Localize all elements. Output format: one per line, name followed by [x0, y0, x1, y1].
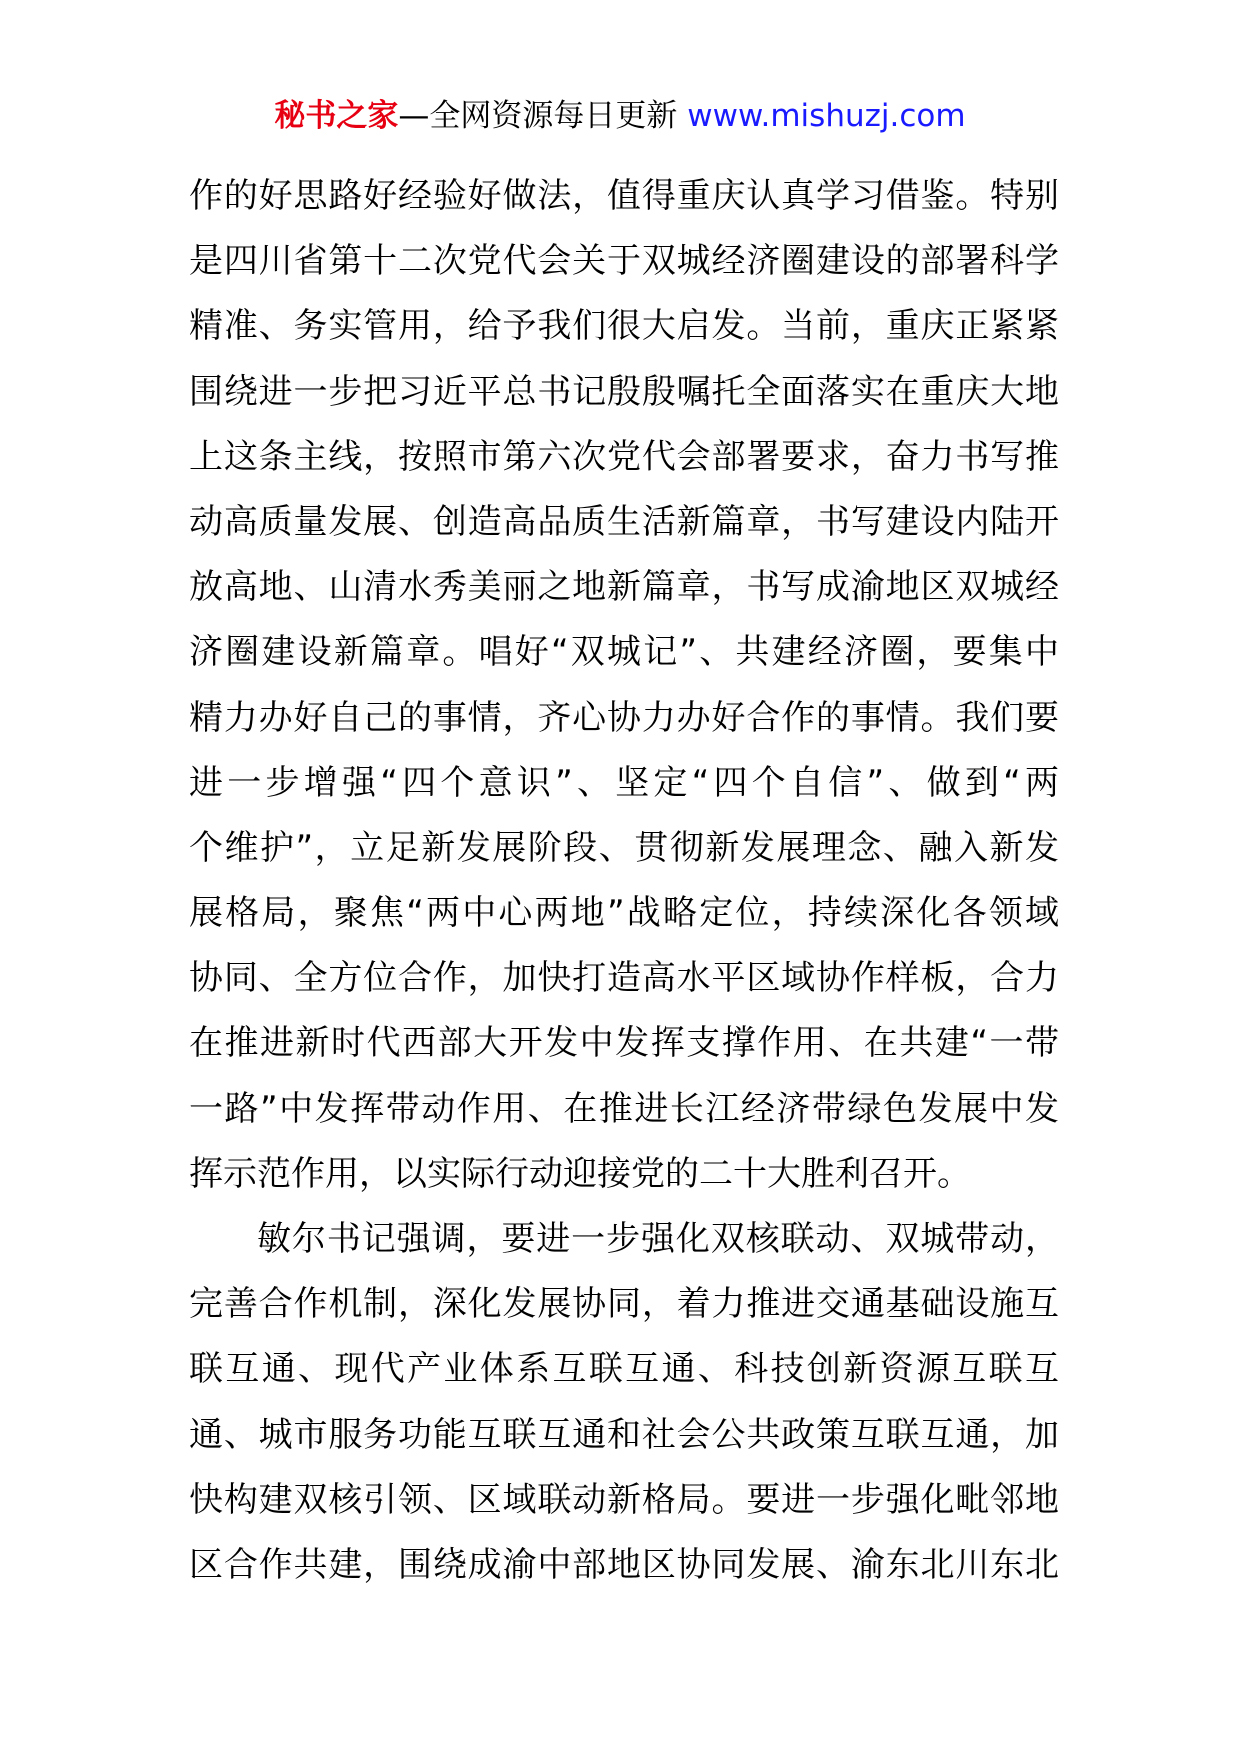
text-line: 一路”中发挥带动作用、在推进长江经济带绿色发展中发: [189, 1088, 1059, 1129]
text-line: 放高地、山清水秀美丽之地新篇章，书写成渝地区双城经: [189, 567, 1059, 608]
site-url-link[interactable]: www.mishuzj.com: [687, 98, 966, 134]
text-line: 上这条主线，按照市第六次党代会部署要求，奋力书写推: [189, 436, 1059, 477]
paragraph-2: [189, 1207, 1059, 1598]
text-line: 精力办好自己的事情，齐心协力办好合作的事情。我们要: [189, 697, 1059, 738]
text-line: 作的好思路好经验好做法，值得重庆认真学习借鉴。特别: [189, 176, 1059, 216]
text-line: 精准、务实管用，给予我们很大启发。当前，重庆正紧紧: [189, 306, 1059, 347]
text-line: 挥示范作用，以实际行动迎接党的二十大胜利召开。: [189, 1153, 971, 1194]
site-tagline: —全网资源每日更新: [398, 98, 678, 134]
text-line: 动高质量发展、创造高品质生活新篇章，书写建设内陆开: [189, 501, 1059, 542]
text-line: 完善合作机制，深化发展协同，着力推进交通基础设施互: [189, 1284, 1059, 1325]
text-line: 展格局，聚焦“两中心两地”战略定位，持续深化各领域: [189, 893, 1059, 934]
text-line: 协同、全方位合作，加快打造高水平区域协作样板，合力: [189, 958, 1059, 999]
paragraph-1: [189, 164, 1059, 1207]
text-line: 区合作共建，围绕成渝中部地区协同发展、渝东北川东北: [189, 1544, 1059, 1585]
text-line: 济圈建设新篇章。唱好“双城记”、共建经济圈，要集中: [189, 632, 1059, 673]
text-line: 联互通、现代产业体系互联互通、科技创新资源互联互: [189, 1349, 1059, 1390]
text-line: 敏尔书记强调，要进一步强化双核联动、双城带动，: [257, 1219, 1059, 1259]
text-line: 快构建双核引领、区域联动新格局。要进一步强化毗邻地: [189, 1479, 1059, 1520]
text-line: 个维护”，立足新发展阶段、贯彻新发展理念、融入新发: [189, 827, 1059, 868]
text-line: 在推进新时代西部大开发中发挥支撑作用、在共建“一带: [189, 1023, 1059, 1064]
site-header: [0, 96, 1240, 136]
text-line: 围绕进一步把习近平总书记殷殷嘱托全面落实在重庆大地: [189, 371, 1059, 412]
document-body: [189, 164, 1059, 1598]
site-brand: 秘书之家: [274, 98, 399, 134]
text-line: 进一步增强“四个意识”、坚定“四个自信”、做到“两: [189, 762, 1059, 803]
text-line: 通、城市服务功能互联互通和社会公共政策互联互通，加: [189, 1414, 1059, 1455]
text-line: 是四川省第十二次党代会关于双城经济圈建设的部署科学: [189, 241, 1059, 282]
